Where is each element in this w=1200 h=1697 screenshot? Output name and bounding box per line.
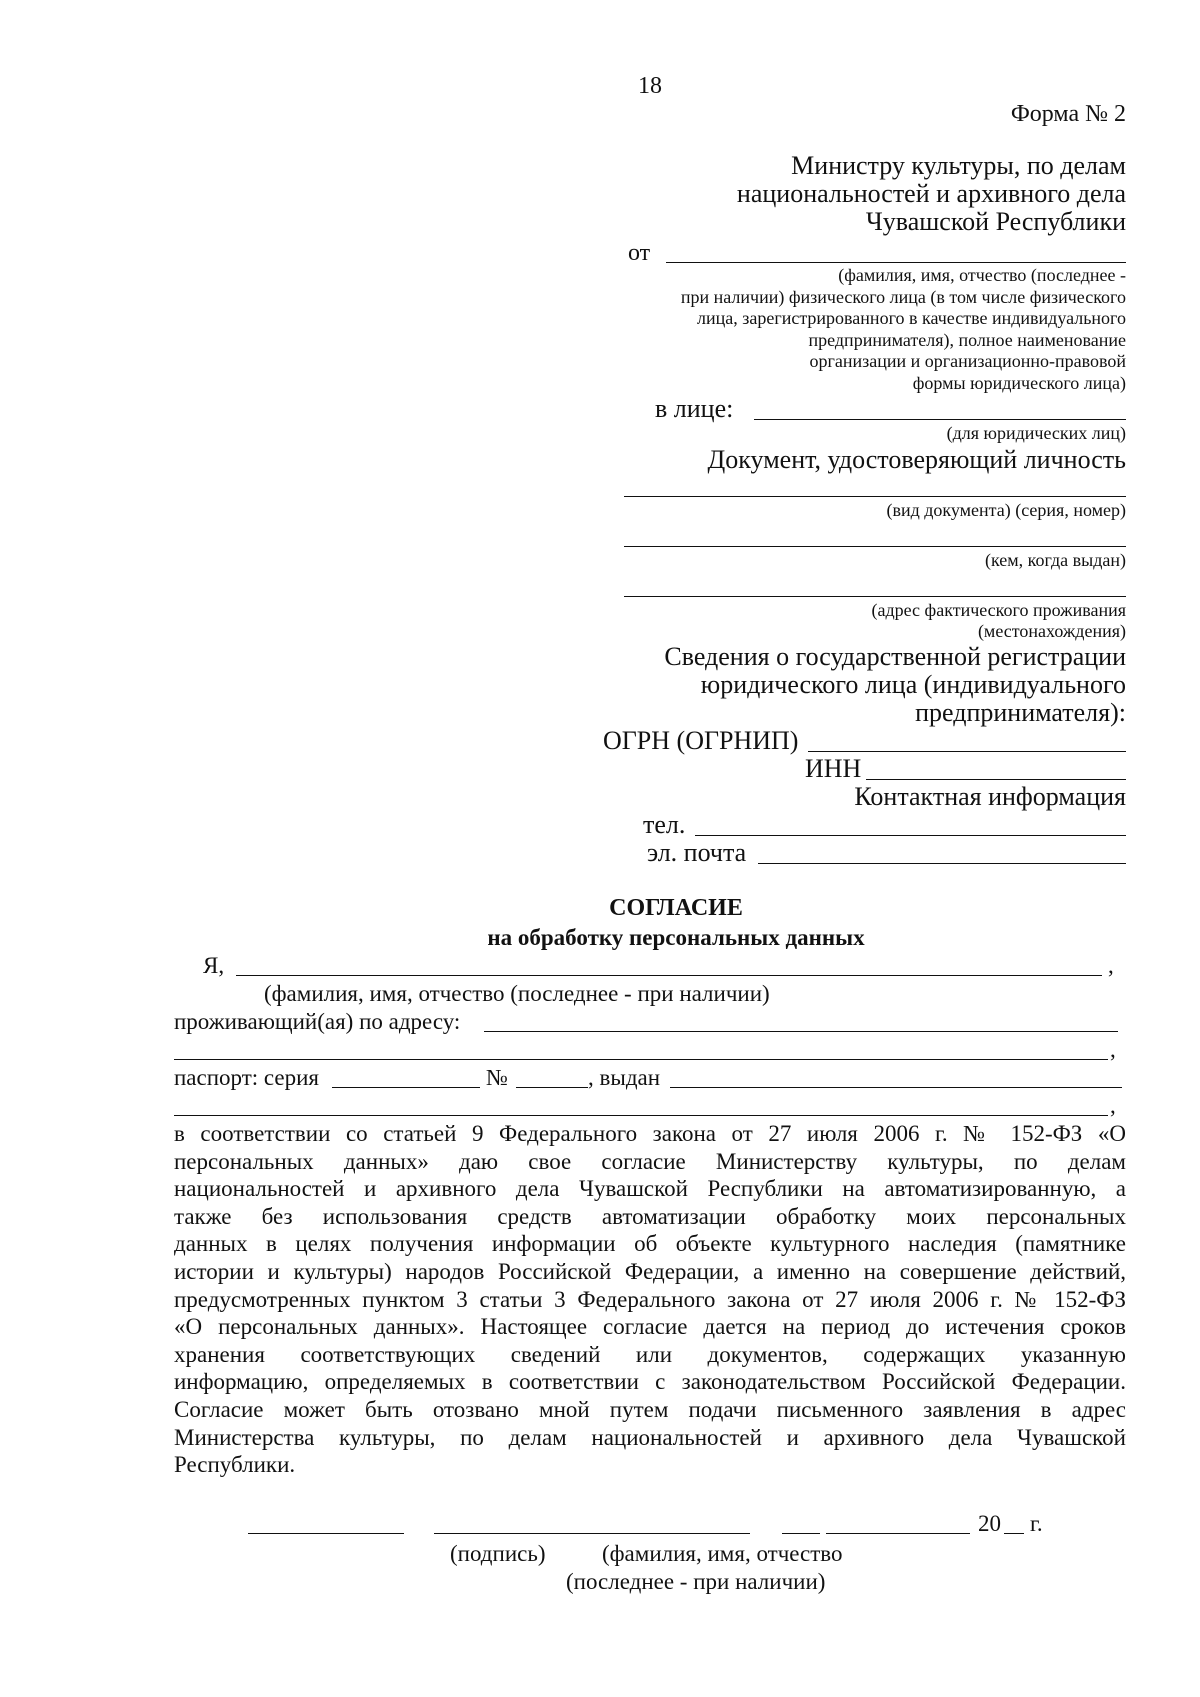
page-number: 18 [638,73,662,99]
consent-line: «О персональных данных». Настоящее согласие дается на период до истечения сроков [174,1314,1126,1340]
consent-line: национальностей и архивного дела Чувашской Республики на автоматизированную, а [174,1176,1126,1202]
consent-line: предусмотренных пунктом 3 статьи 3 Федерального закона от 27 июля 2006 г. № 152-ФЗ [174,1286,1126,1312]
consent-line: также без использования средств автоматизации обработку моих персональных [174,1203,1126,1229]
issued-field-1[interactable] [670,1087,1122,1088]
i-label: Я, [203,953,225,978]
issued-field-2[interactable] [174,1115,1108,1116]
represented-field[interactable] [754,419,1126,420]
date-year-field[interactable] [1004,1533,1024,1534]
passport-series-field[interactable] [332,1087,480,1088]
fio-field[interactable] [236,975,1102,976]
registration-heading-2: юридического лица (индивидуального [700,670,1126,699]
consent-line: истории и культуры) народов Российской Федерации, а именно на совершение действий, [174,1258,1126,1284]
id-doc-note-2: (кем, когда выдан) [984,550,1126,570]
fio-note: (фамилия, имя, отчество (последнее - при наличии) [264,981,770,1006]
consent-paragraph [174,1120,1126,1479]
residing-field-2[interactable] [174,1059,1108,1060]
ogrn-field[interactable] [808,751,1126,752]
address-field[interactable] [624,596,1126,597]
addressee-line-1: Министру культуры, по делам [791,151,1126,180]
signature-field[interactable] [248,1533,404,1534]
from-note-4: предпринимателя), полное наименование [808,330,1126,350]
consent-line: персональных данных» даю свое согласие Министерству культуры, по делам [174,1148,1126,1174]
document-title: СОГЛАСИЕ [609,895,743,921]
date-month-field[interactable] [826,1533,970,1534]
from-note-1: (фамилия, имя, отчество (последнее - [838,265,1126,285]
id-doc-type-field[interactable] [624,496,1126,497]
document-subtitle: на обработку персональных данных [487,925,865,950]
residing-field-1[interactable] [484,1031,1118,1032]
name-note-1: (фамилия, имя, отчество [602,1541,843,1566]
number-label: № [486,1065,508,1090]
name-note-2: (последнее - при наличии) [566,1569,826,1594]
id-doc-issuer-field[interactable] [624,546,1126,547]
consent-line: информацию, определяемых в соответствии с законодательством Российской Федерации. [174,1369,1126,1395]
signature-note: (подпись) [450,1541,546,1566]
date-day-field[interactable] [782,1533,820,1534]
issued-label: , выдан [588,1065,661,1090]
addressee-line-2: национальностей и архивного дела [736,179,1126,208]
consent-line: хранения соответствующих сведений или документов, содержащих указанную [174,1341,1126,1367]
consent-line: данных в целях получения информации об объекте культурного наследия (памятнике [174,1231,1126,1257]
email-field[interactable] [758,863,1126,864]
address-note-1: (адрес фактического проживания [871,600,1126,620]
address-note-2: (местонахождения) [977,621,1126,641]
contact-heading: Контактная информация [854,782,1126,811]
from-note-2: при наличии) физического лица (в том числе физического [680,287,1126,307]
phone-label: тел. [643,810,686,839]
consent-line: Министерства культуры, по делам национальностей и архивного дела Чувашской [174,1424,1126,1450]
registration-heading-1: Сведения о государственной регистрации [664,642,1126,671]
fio-comma: , [1108,953,1114,978]
consent-line: Согласие может быть отозвано мной путем подачи письменного заявления в адрес [174,1396,1126,1422]
from-note-3: лица, зарегистрированного в качестве индивидуального [697,308,1126,328]
inn-field[interactable] [866,779,1126,780]
addressee-line-3: Чувашской Республики [865,207,1126,236]
email-label: эл. почта [647,838,747,867]
year-prefix: 20 [978,1511,1001,1536]
from-note-5: организации и организационно-правовой [809,351,1126,371]
consent-line: в соответствии со статьей 9 Федерального закона от 27 июля 2006 г. № 152-ФЗ «О [174,1121,1126,1146]
from-note-6: формы юридического лица) [912,373,1126,393]
inn-label: ИНН [805,754,862,783]
ogrn-label: ОГРН (ОГРНИП) [603,726,799,755]
represented-label: в лице: [655,394,734,423]
from-label: от [628,240,651,266]
passport-number-field[interactable] [516,1087,588,1088]
residing-label: проживающий(ая) по адресу: [174,1009,461,1034]
represented-note: (для юридических лиц) [946,423,1126,443]
from-field[interactable] [666,262,1126,263]
form-label: Форма № 2 [1010,101,1126,127]
registration-heading-3: предпринимателя): [915,698,1126,727]
residing-comma: , [1110,1037,1116,1062]
year-suffix: г. [1030,1511,1043,1536]
passport-label: паспорт: серия [174,1065,320,1090]
signature-name-field[interactable] [434,1533,750,1534]
id-doc-heading: Документ, удостоверяющий личность [707,445,1126,474]
issued-comma: , [1110,1093,1116,1118]
phone-field[interactable] [695,835,1126,836]
consent-line: Республики. [174,1452,296,1478]
id-doc-note-1: (вид документа) (серия, номер) [886,500,1126,520]
